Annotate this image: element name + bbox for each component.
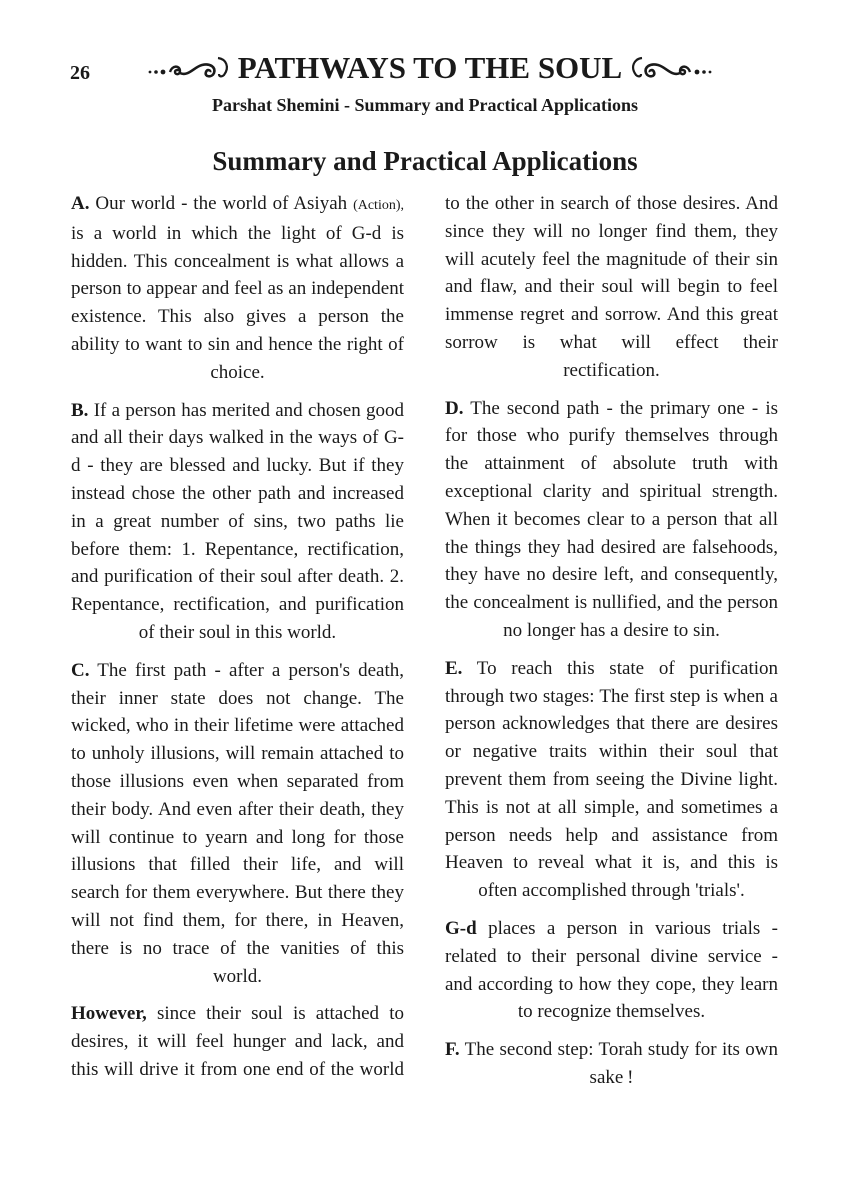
paragraph-e-text: To reach this state of purification through two stages: The first step is when a person acknowledges that there are desires or negative traits within their soul that prevent them from seeing the Divine light. This is not at all simple, and sometimes a person needs help and assistance from Heaven to reveal what it is, and this is often accomplished through 'trials'. [445,657,778,902]
right-column [445,190,778,1102]
paragraph-however-continued [445,190,778,385]
paragraph-b [71,397,404,647]
paragraph-b-text: If a person has merited and chosen good and all their days walked in the ways of G-d - they are blessed and lucky. But if they instead chose the other path and increased in a great number of sins, two paths lie before them: 1. Repentance, rectification, and purification of their soul after death. 2. Repentance, rectification, and purification of their soul in this world. [71,399,404,643]
paragraph-e-label: E. [445,657,463,679]
ornament-swirl-left-icon [144,53,234,83]
paragraph-f-label: F. [445,1039,460,1061]
paragraph-a [71,190,404,387]
running-title [130,50,730,86]
page-header [0,50,846,90]
paragraph-a-text-1: Our world - the world of Asiyah [89,193,354,214]
page-number: 26 [70,62,90,84]
section-title: Summary and Practical Applications [212,146,638,176]
paragraph-a-small-text: (Action), [353,198,404,213]
paragraph-however [71,1000,404,1083]
running-title-text: PATHWAYS TO THE SOUL [237,50,623,85]
paragraph-gd-label: G-d [445,917,477,939]
paragraph-b-label: B. [71,399,89,421]
paragraph-however-continued-text: to the other in search of those desires. And since they will no longer find them, they will acutely feel the magnitude of their sin and flaw, and their soul will begin to feel immense regret and sorrow. And this great sorrow is what will effect their rectification. [445,193,778,381]
paragraph-f-text: The second step: Torah study for its own sake ! [459,1039,778,1088]
paragraph-a-label: A. [71,193,90,214]
paragraph-f [445,1036,778,1092]
paragraph-however-text: since their soul is attached to desires, it will feel hunger and lack, and this will drive it from one end of the world [71,1003,404,1080]
paragraph-c [71,657,404,991]
paragraph-e [445,655,778,905]
paragraph-d-label: D. [445,397,464,419]
left-column [71,190,404,1094]
paragraph-d-text: The second path - the primary one - is for those who purify themselves through the attainment of absolute truth with exceptional clarity and spiritual strength. When it becomes clear to a person that all the things they had desired are falsehoods, they have no desire left, and consequently, the concealment is nullified, and the person no longer has a desire to sin. [445,397,778,641]
paragraph-gd [445,915,778,1026]
paragraph-gd-text: places a person in various trials - related to their personal divine service - and according to how they cope, they learn to recognize themselves. [445,917,778,1023]
paragraph-a-text-2: is a world in which the light of G-d is hidden. This concealment is what allows a person to appear and feel as an independent existence. This also gives a person the ability to want to sin and hence the right of choice. [71,222,404,383]
paragraph-c-label: C. [71,659,90,681]
chapter-subheader: Parshat Shemini - Summary and Practical Applications [211,95,638,115]
paragraph-d [445,395,778,645]
paragraph-c-text: The first path - after a person's death, their inner state does not change. The wicked, who in their lifetime were attached to unholy illusions, will remain attached to those illusions even when separated from their body. And even after their death, they will continue to yearn and long for those illusions that filled their life, and will search for them everywhere. But there they will not find them, for there, in Heaven, there is no trace of the vanities of this world. [71,659,404,987]
ornament-swirl-right-icon [626,53,716,83]
paragraph-however-label: However, [71,1003,147,1025]
